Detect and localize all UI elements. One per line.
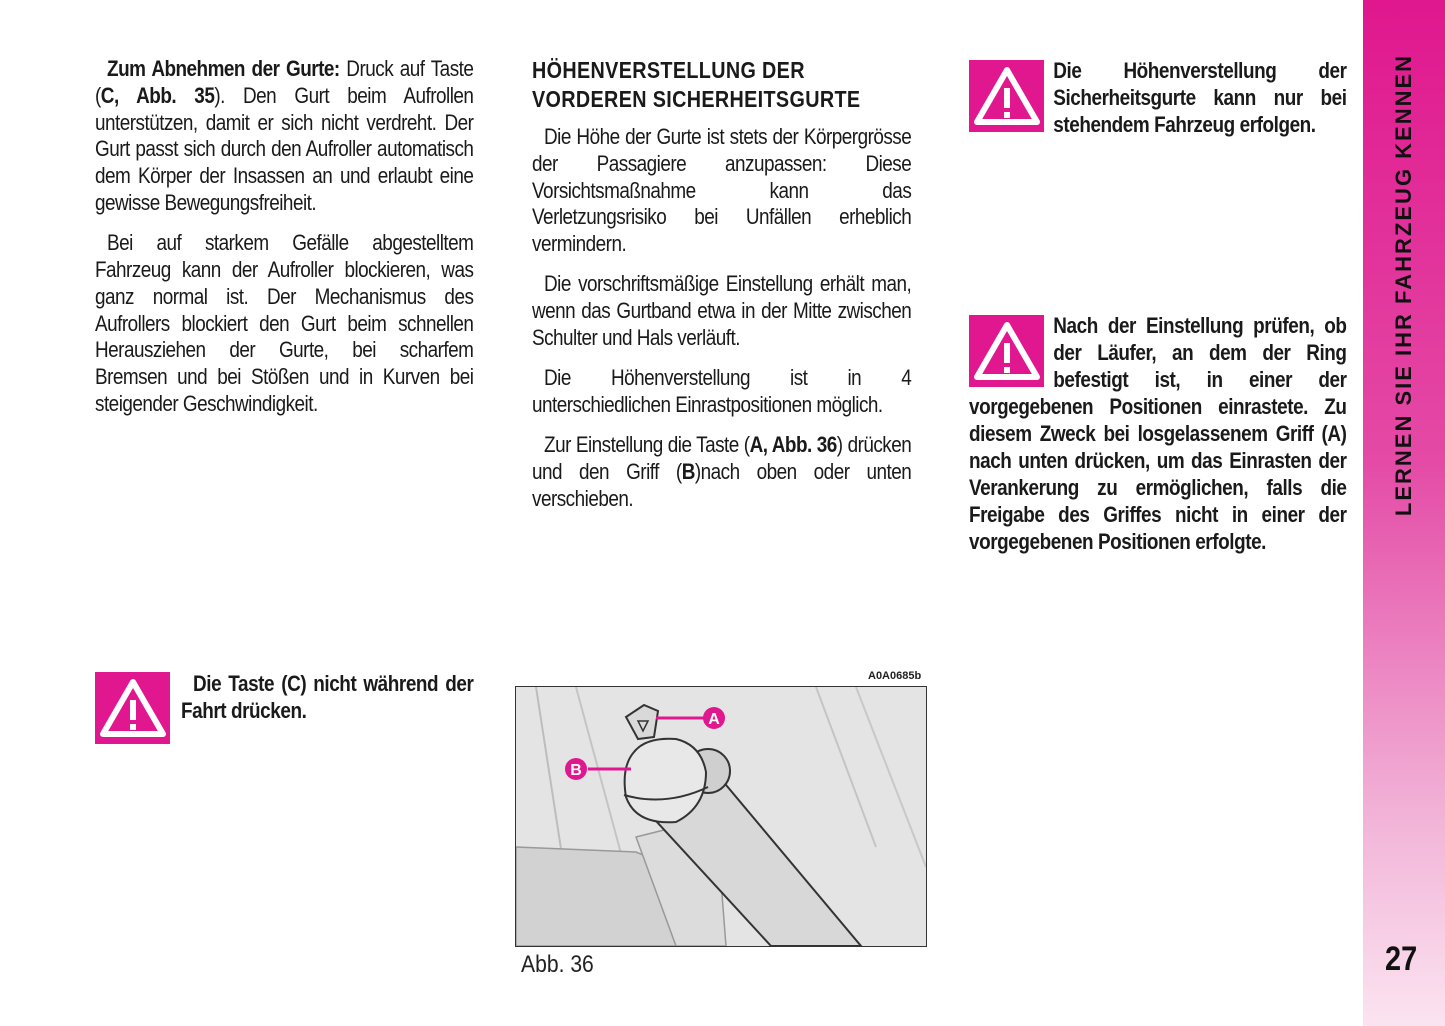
- figure-id: A0A0685b: [868, 670, 922, 682]
- column-2: [532, 56, 911, 526]
- paragraph-positions: Die Höhenverstellung ist in 4 unterschiedlichen Einrastpositionen möglich.: [532, 365, 912, 418]
- figure-reference: A, Abb. 36: [749, 432, 837, 458]
- figure-caption: Abb. 36: [521, 951, 594, 978]
- warning-triangle-icon: [100, 678, 166, 738]
- column-1: [95, 56, 473, 431]
- seatbelt-illustration: [516, 687, 926, 946]
- paragraph-adjust: Zur Einstellung die Taste (A, Abb. 36) drücken und den Griff (B)nach oben oder unten verschieben.: [532, 432, 912, 512]
- warning-text-button: Die Taste (C) nicht während der Fahrt drücken.: [181, 671, 474, 723]
- figure-illustration: [515, 686, 927, 947]
- paragraph-remove-belts: Zum Abnehmen der Gurte: Druck auf Taste (C, Abb. 35). Den Gurt beim Aufrollen unterstützen, damit er sich nicht verdreht. Der Gurt passt sich durch den Aufroller automatisch dem Körper der Insassen an und erlaubt eine gewisse Bewegungsfreiheit.: [95, 56, 474, 215]
- paragraph-height: Die Höhe der Gurte ist stets der Körpergrösse der Passagiere anzupassen: Diese Vorsichtsmaßnahme kann das Verletzungsrisiko bei Unfällen erheblich vermindern.: [532, 124, 912, 257]
- page-number: 27: [1385, 940, 1418, 978]
- warning-box: [95, 672, 170, 744]
- handle-reference: B: [681, 459, 695, 485]
- section-heading: HÖHENVERSTELLUNG DER VORDEREN SICHERHEITSGURTE: [532, 57, 861, 112]
- chapter-title: LERNEN SIE IHR FAHRZEUG KENNEN: [1391, 53, 1416, 517]
- warning-text: Die Höhenverstellung der Sicherheitsgurte kann nur bei stehendem Fahrzeug erfolgen.: [1053, 58, 1347, 137]
- paragraph-retractor: Bei auf starkem Gefälle abgestelltem Fahrzeug kann der Aufroller blockieren, was ganz normal ist. Der Mechanismus des Aufrollers blockiert den Gurt beim schnellen Herausziehen der Gurte, bei scharfem Bremsen und bei Stößen und in Kurven bei steigender Geschwindigkeit.: [95, 230, 474, 417]
- paragraph-correct-setting: Die vorschriftsmäßige Einstellung erhält man, wenn das Gurtband etwa in der Mitte zwischen Schulter und Hals verläuft.: [532, 271, 912, 351]
- callout-label-a: A: [708, 711, 720, 728]
- figure-reference: C, Abb. 35: [100, 82, 215, 108]
- paragraph-lead: Zum Abnehmen der Gurte:: [107, 56, 340, 81]
- warning-text: Nach der Einstellung prüfen, ob der Läufer, an dem der Ring befestigt ist, in einer der vorgegebenen Positionen einrastete. Zu diesem Zweck bei losgelassenem Griff (A) nach unten drücken, um das Einrasten der Verankerung zu ermöglichen, falls die Freigabe des Griffes nicht in einer der vorgegebenen Positionen erfolgte.: [969, 313, 1347, 554]
- callout-label-b: B: [570, 762, 582, 779]
